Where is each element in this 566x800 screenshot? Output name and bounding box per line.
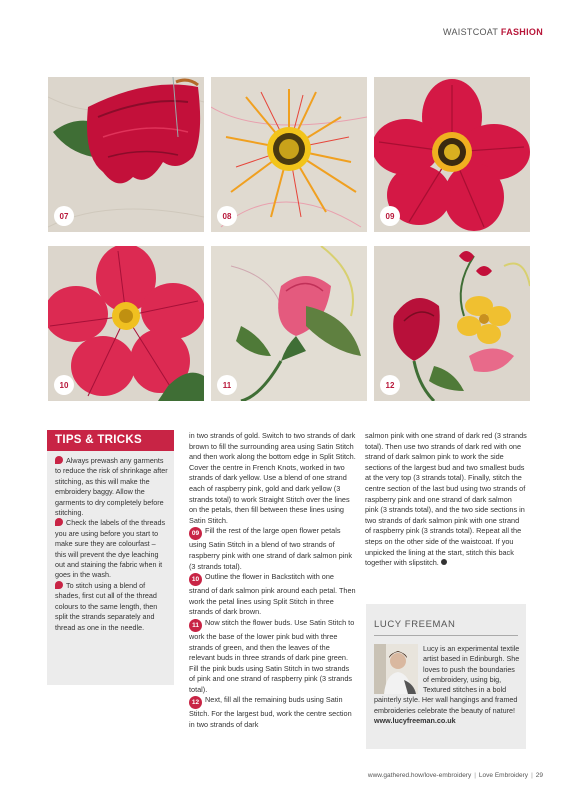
footer-separator: | [531, 772, 533, 779]
instruction-paragraph [365, 431, 527, 569]
instruction-paragraph: in two strands of gold. Switch to two strands of dark brown to fill the surrounding area using Satin Stitch and then work along the bottom edge in Split Stitch. Cover the centre in French Knots, worked in two strands of dark yellow. Use a blend of one strand each of raspberry pink, gold and dark yellow (3 strands total) to work Straight Stitch over the lines on the petals, then fill between these lines using Satin Stitch. [189, 431, 356, 525]
page-footer [368, 772, 543, 779]
photo-number: 07 [54, 206, 74, 226]
step-text: Outline the flower in Backstitch with one strand of dark salmon pink around each petal. Then work the petal lines using Split Stitch in three strands of dark brown. [189, 572, 356, 617]
page-number: 29 [535, 772, 543, 779]
step-photo-07 [48, 77, 204, 232]
step-number-badge: 09 [189, 527, 202, 540]
instructions-column-1 [189, 431, 356, 731]
category-label: FASHION [500, 27, 543, 37]
tip-text: Check the labels of the threads you are using before you start to make sure they are colourfast – this will prevent the dye leaching out and staining the fabric when it goes in the wash. [55, 518, 166, 580]
tips-and-tricks-box [47, 430, 174, 685]
step-number-badge: 10 [189, 573, 202, 586]
photo-number: 08 [217, 206, 237, 226]
footer-separator: | [474, 772, 476, 779]
tip-item [55, 456, 168, 518]
needle-bullet-icon [55, 518, 63, 526]
section-header [443, 27, 543, 37]
tips-list [47, 451, 174, 633]
instruction-text: salmon pink with one strand of dark red (3 strands total). Then use two strands of dark red with one strand of dark salmon pink to work the side sections of the largest bud and two smallest buds at the very top (3 strands total). Finally, stitch the centre section of the last bud using two strands of raspberry pink and one strand of dark salmon pink (3 strands total), and the two side sections in two strands of dark salmon pink with one strand of raspberry pink (3 strands total). Repeat all the steps on the other side of the waistcoat. If you unpicked the lining at the start, stitch this back together with slipstitch. [365, 431, 527, 568]
step-photo-10 [48, 246, 204, 401]
instruction-step [189, 618, 356, 696]
end-mark-icon [441, 559, 447, 565]
author-website-link[interactable]: www.lucyfreeman.co.uk [374, 716, 456, 726]
photo-number: 10 [54, 375, 74, 395]
author-bio-text: Lucy is an experimental textile artist based in Edinburgh. She loves to push the boundaries of embroidery, using big, Textured stitches in a bold painterly style. Her wall hangings and framed embroideries celebrate the beauty of nature! [374, 644, 520, 715]
section-label: WAISTCOAT [443, 27, 499, 37]
author-bio [374, 644, 520, 726]
step-number-badge: 12 [189, 696, 202, 709]
step-text: Now stitch the flower buds. Use Satin Stitch to work the base of the lower pink bud with three strands of green, and then the leaves of the relevant buds in three strands of dark pine green. Fill the pink buds using Satin Stitch in two strands of pink and one strand of raspberry pink (3 strands total). [189, 617, 355, 694]
step-text: Next, fill all the remaining buds using Satin Stitch. For the largest bud, work the centre section in two strands of dark [189, 695, 352, 730]
tip-item [55, 518, 168, 580]
tip-item [55, 581, 168, 633]
needle-bullet-icon [55, 581, 63, 589]
step-text: Fill the rest of the large open flower petals using Satin Stitch in a blend of two strands of raspberry pink with one strand of dark salmon pink (3 strands total). [189, 526, 353, 571]
photo-number: 11 [217, 375, 237, 395]
tip-text: Always prewash any garments to reduce the risk of shrinkage after stitching, as this will make the embroidery baggy. Allow the garments to dry completely before stitching. [55, 456, 168, 518]
author-name: LUCY FREEMAN [374, 619, 456, 630]
footer-url[interactable]: www.gathered.how/love-embroidery [367, 772, 472, 779]
photo-number: 12 [380, 375, 400, 395]
photo-number: 09 [380, 206, 400, 226]
magazine-name: Love Embroidery [478, 772, 529, 779]
instruction-step [189, 695, 356, 730]
needle-bullet-icon [55, 456, 63, 464]
tip-text: To stitch using a blend of shades, first cut all of the thread colours to the same length, then split the strands separately and thread as one in the needle. [55, 580, 158, 632]
step-photo-12 [374, 246, 530, 401]
step-photo-08 [211, 77, 367, 232]
author-photo [374, 644, 418, 694]
step-photo-09 [374, 77, 530, 232]
step-photo-11 [211, 246, 367, 401]
step-number-badge: 11 [189, 619, 202, 632]
author-box [366, 604, 526, 749]
instruction-step [189, 572, 356, 618]
author-divider [374, 635, 518, 636]
instructions-column-2 [365, 431, 527, 569]
tips-title: TIPS & TRICKS [47, 430, 174, 451]
instruction-step [189, 526, 356, 572]
